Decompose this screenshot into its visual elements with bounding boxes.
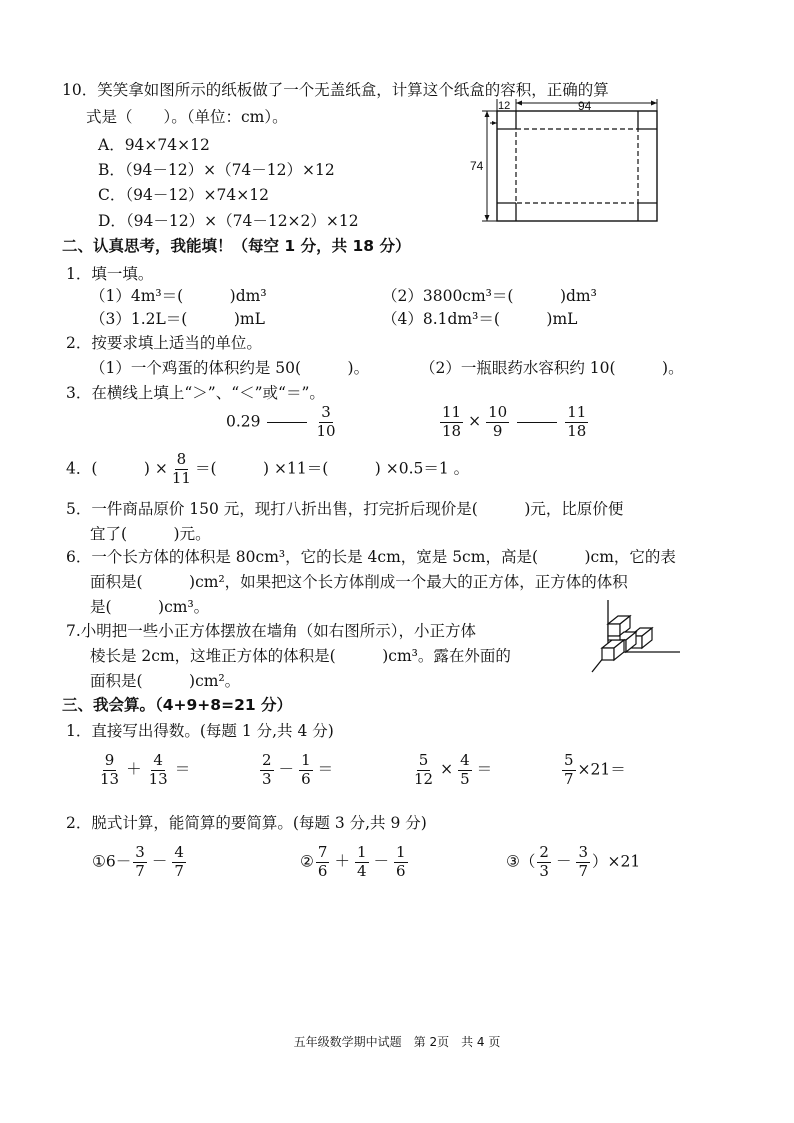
fraction: $\frac{4}{5}$	[460, 751, 470, 788]
s2-q7-line1: 7.小明把一些小正方体摆放在墙角（如右图所示），小正方体	[66, 622, 477, 640]
fraction: $\frac{4}{13}$	[148, 751, 168, 788]
s2-q4: 4．( ) × $\frac{8}{11}$ ＝( ) ×11＝( ) ×0.5＝1 。	[66, 450, 470, 487]
s2-q7-line3: 面积是( )cm²。	[90, 672, 241, 690]
fraction: $\frac{4}{7}$	[174, 843, 184, 880]
q10-option-d: D．（94－12）×（74－12×2）×12	[98, 212, 359, 230]
fraction: $\frac{1}{6}$	[301, 751, 311, 788]
q10-option-a: A．94×74×12	[98, 136, 210, 154]
s2-q6-line1: 6．一个长方体的体积是 80cm³，它的长是 4cm，宽是 5cm，高是( )cm，它的表	[66, 548, 676, 566]
s2-q1-item4: （4）8.1dm³＝( )mL	[382, 310, 578, 328]
s2-q5-line1: 5．一件商品原价 150 元，现打八折出售，打完折后现价是( )元，比原价便	[66, 500, 624, 518]
q10-option-b: B．（94－12）×（74－12）×12	[98, 161, 335, 179]
fraction: $\frac{11}{18}$	[567, 403, 587, 440]
fraction: $\frac{3}{7}$	[578, 843, 589, 880]
s3-q1-expr4: $\frac{5}{7}$ ×21＝	[564, 751, 626, 788]
q10-option-c: C．（94－12）×74×12	[98, 186, 269, 204]
s3-q1-label: 1．直接写出得数。(每题 1 分,共 4 分)	[66, 722, 334, 740]
fraction: $\frac{2}{3}$	[262, 751, 272, 788]
s2-q1-item2: （2）3800cm³＝( )dm³	[382, 287, 597, 305]
fraction: $\frac{3}{7}$	[135, 843, 145, 880]
s2-q1-item1: （1）4m³＝( )dm³	[90, 287, 267, 305]
fig-width-label: 94	[578, 99, 592, 113]
s3-q1-expr3: $\frac{5}{12}$ × $\frac{4}{5}$ ＝	[414, 751, 493, 788]
s2-q6-line3: 是( )cm³。	[90, 598, 210, 616]
s2-q3-compare2: $\frac{11}{18}$ × $\frac{10}{9}$ $\frac{11}{18}$	[442, 403, 587, 440]
fig-corner-label: 12	[498, 100, 511, 112]
q10-line2: 式是（ ）。（单位：cm）。	[86, 108, 288, 126]
section2-title: 二、认真思考，我能填！（每空 1 分，共 18 分）	[62, 237, 411, 255]
fig-height-label: 74	[470, 159, 484, 173]
s2-q1-item3: （3）1.2L＝( )mL	[90, 310, 265, 328]
fraction: $\frac{11}{18}$	[442, 403, 462, 440]
fraction: $\frac{5}{12}$	[414, 751, 434, 788]
answer-blank[interactable]	[517, 422, 557, 423]
s3-q1-expr2: $\frac{2}{3}$ － $\frac{1}{6}$ ＝	[262, 751, 334, 788]
cube-stack-figure	[588, 596, 684, 678]
answer-blank[interactable]	[267, 422, 307, 423]
s3-q2-problem1: ①6－ $\frac{3}{7}$ － $\frac{4}{7}$	[92, 843, 184, 880]
page-footer: 五年级数学期中试题 第 2页 共 4 页	[293, 1035, 501, 1049]
s3-q2-problem2: ② $\frac{7}{6}$ ＋ $\frac{1}{4}$ － $\frac{1}{6}$	[300, 843, 406, 880]
s2-q3-label: 3．在横线上填上“＞”、“＜”或“＝”。	[66, 384, 325, 402]
s3-q1-expr1: $\frac{9}{13}$ ＋ $\frac{4}{13}$ ＝	[100, 751, 191, 788]
s3-q2-label: 2．脱式计算，能简算的要简算。(每题 3 分,共 9 分)	[66, 814, 427, 832]
fraction: $\frac{7}{6}$	[317, 843, 328, 880]
q10-line1: 10．笑笑拿如图所示的纸板做了一个无盖纸盒，计算这个纸盒的容积，正确的算	[62, 81, 609, 99]
fraction: $\frac{1}{4}$	[356, 843, 367, 880]
fraction: $\frac{5}{7}$	[564, 751, 574, 788]
fraction: $\frac{3}{10}$	[316, 403, 336, 440]
s2-q3-compare1	[226, 405, 340, 440]
s2-q2-a: （1）一个鸡蛋的体积约是 50( )。	[90, 359, 370, 377]
fraction: $\frac{1}{6}$	[396, 843, 406, 880]
fraction: $\frac{8}{11}$	[171, 450, 191, 487]
s2-q1-label: 1．填一填。	[66, 265, 154, 283]
s2-q5-line2: 宜了( )元。	[90, 525, 211, 543]
compare1-left: 0.29	[226, 412, 261, 431]
s3-q2-problem3: ③（ $\frac{2}{3}$ － $\frac{3}{7}$ ）×21	[506, 843, 641, 880]
s2-q6-line2: 面积是( )cm²，如果把这个长方体削成一个最大的正方体，正方体的体积	[90, 573, 628, 591]
fraction: $\frac{9}{13}$	[100, 751, 120, 788]
fraction: $\frac{2}{3}$	[539, 843, 549, 880]
s2-q2-b: （2）一瓶眼药水容积约 10( )。	[420, 359, 684, 377]
box-net-figure	[470, 97, 670, 227]
fraction: $\frac{10}{9}$	[488, 403, 508, 440]
s2-q7-line2: 棱长是 2cm，这堆正方体的体积是( )cm³。露在外面的	[90, 647, 511, 665]
section3-title: 三、我会算。（4+9+8=21 分）	[62, 696, 293, 714]
s2-q2-label: 2．按要求填上适当的单位。	[66, 334, 262, 352]
